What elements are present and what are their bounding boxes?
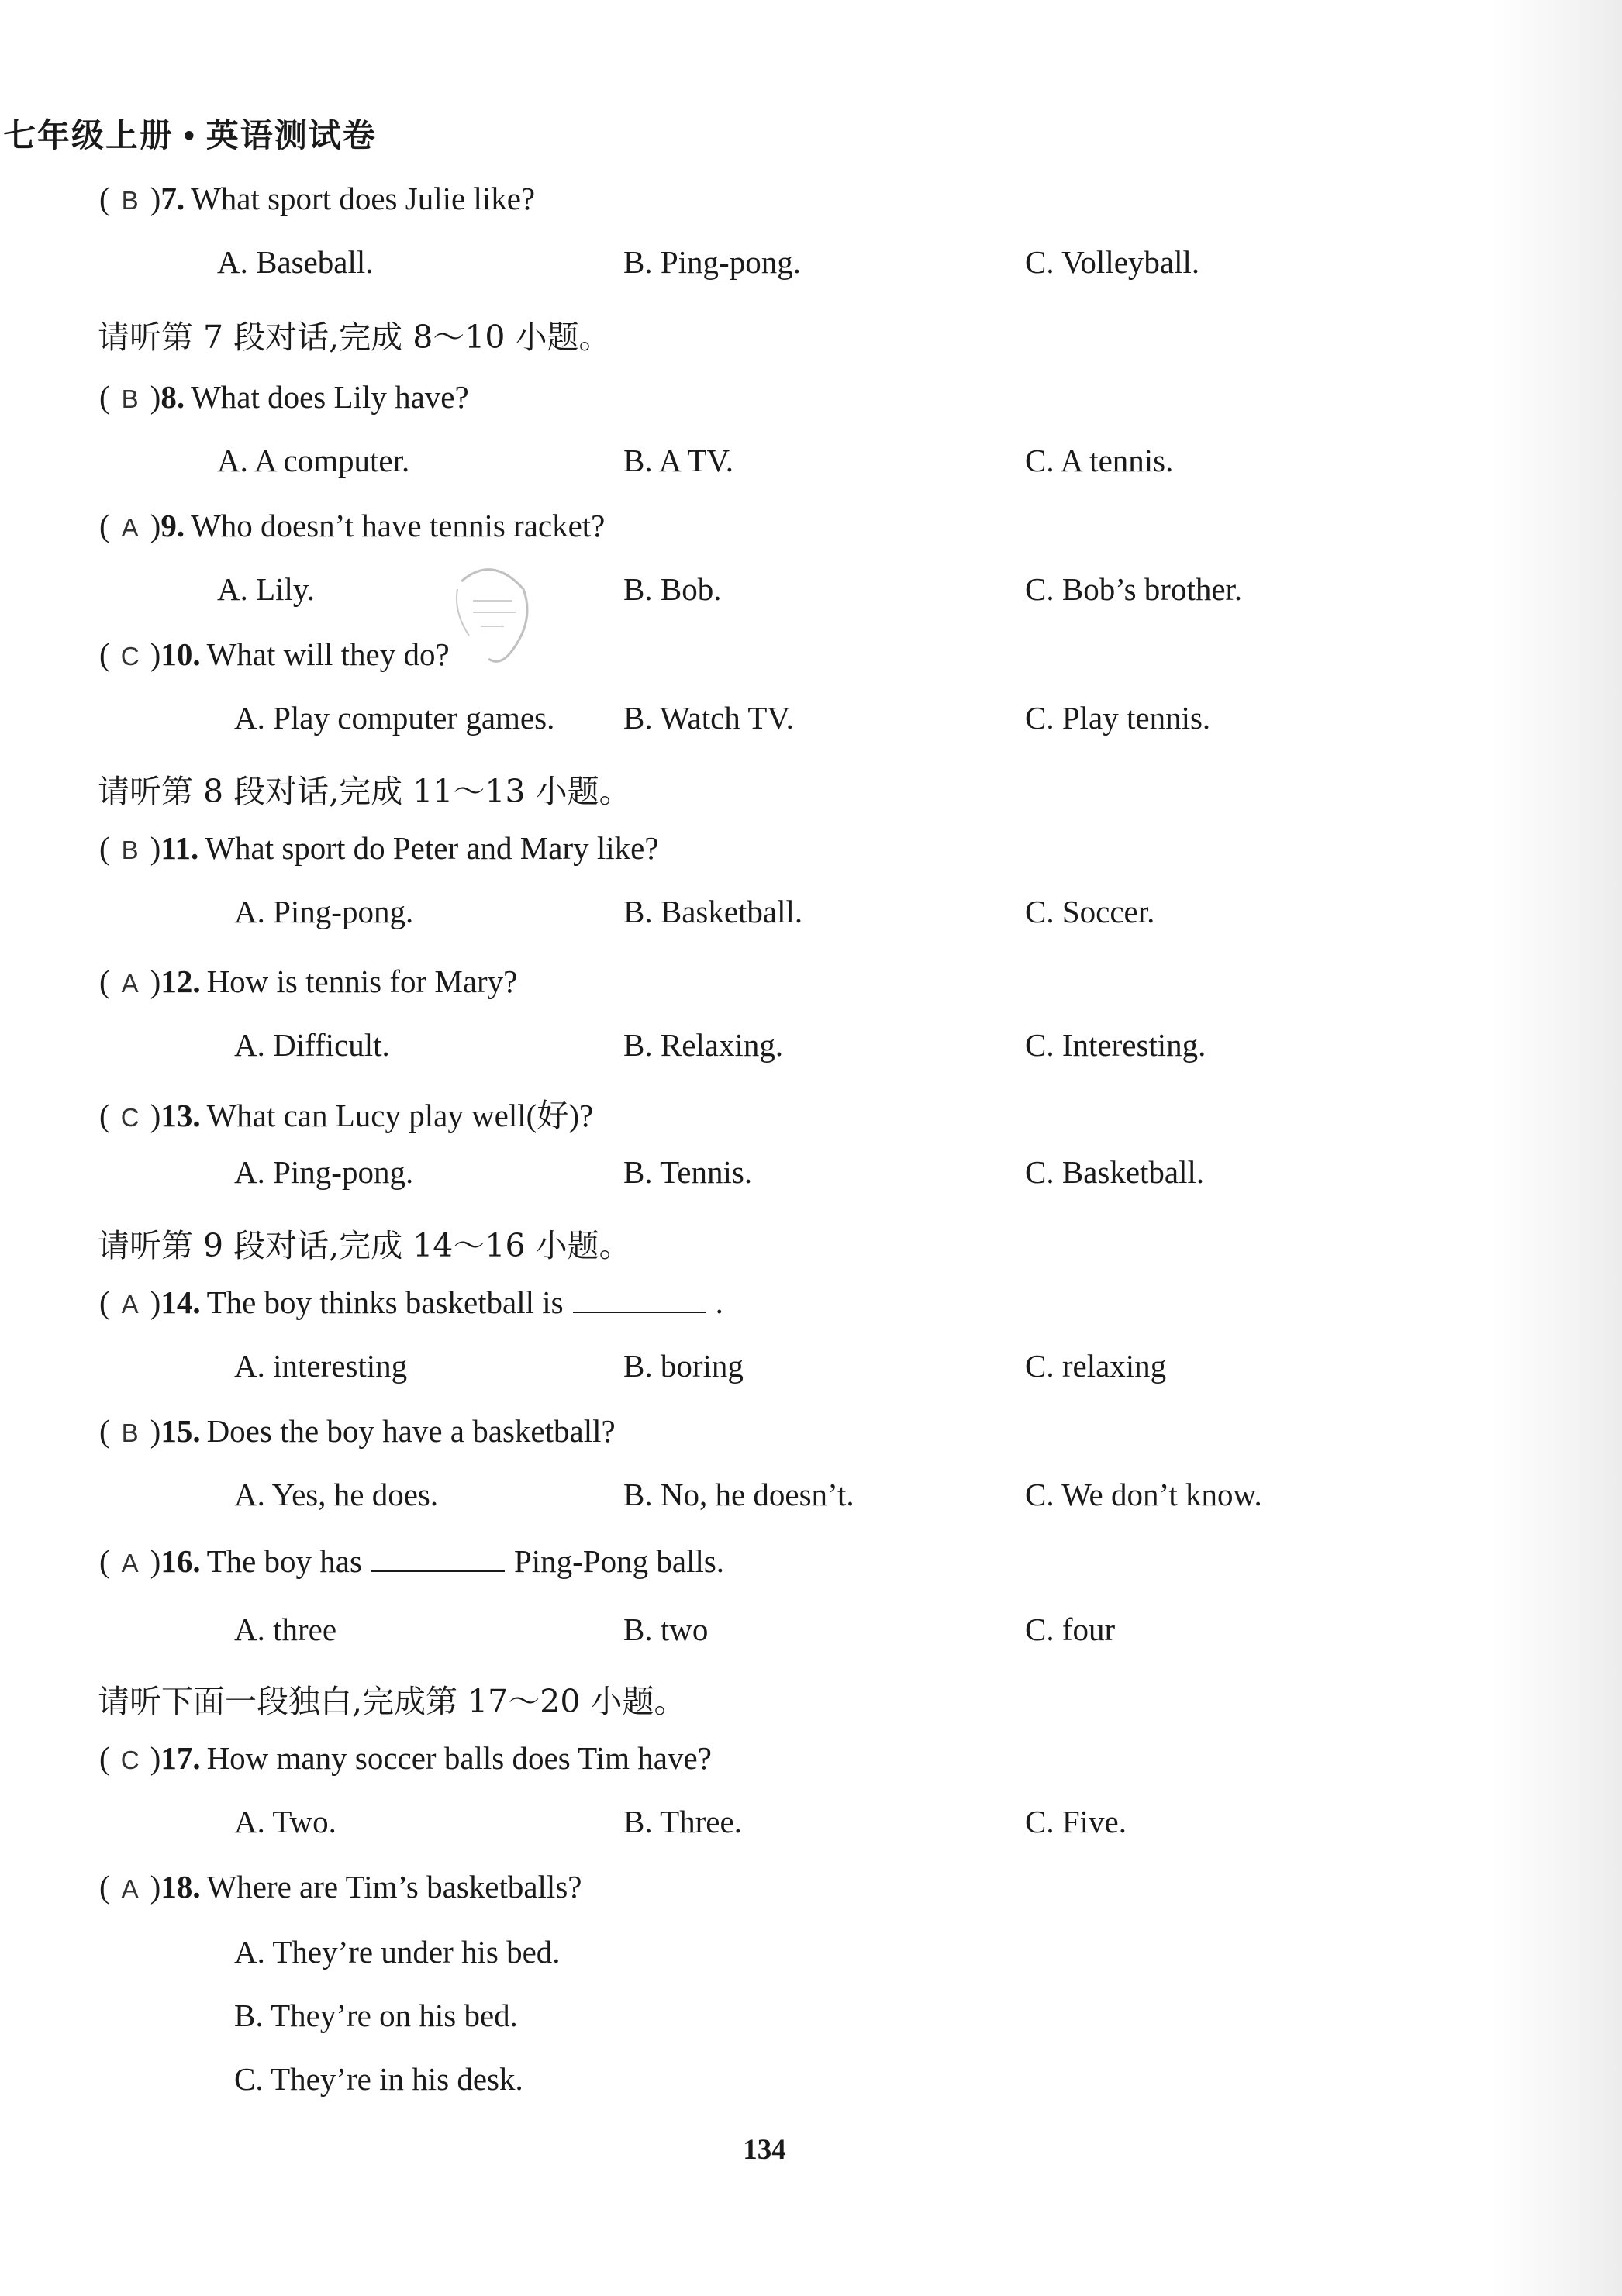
option-c: C. We don’t know. (1025, 1477, 1262, 1512)
option-a: A. Baseball. (217, 244, 374, 280)
question-text: What sport does Julie like? (191, 181, 536, 216)
option-c: C. Interesting. (1025, 1027, 1206, 1063)
question-number: 11. (160, 830, 199, 866)
question-number: 8. (160, 379, 185, 415)
fill-in-blank (371, 1544, 505, 1572)
question-number: 9. (160, 508, 185, 543)
answer-12: A (121, 969, 139, 998)
question-number: 16. (160, 1543, 201, 1579)
option-a: A. Play computer games. (234, 700, 555, 736)
option-a: A. They’re under his bed. (234, 1934, 561, 1970)
question-text: How many soccer balls does Tim have? (206, 1740, 712, 1776)
option-b: B. Watch TV. (623, 700, 794, 736)
question-8: ( B )8. What does Lily have? (99, 379, 469, 415)
question-number: 12. (160, 964, 201, 999)
answer-11: B (121, 836, 139, 864)
question-number: 13. (160, 1098, 201, 1133)
question-number: 17. (160, 1740, 201, 1776)
page-number: 134 (743, 2134, 786, 2166)
option-a: A. interesting (234, 1348, 408, 1384)
question-14: ( A )14. The boy thinks basketball is . (99, 1284, 723, 1320)
question-13: ( C )13. What can Lucy play well(好)? (99, 1098, 594, 1133)
option-b: B. boring (623, 1348, 744, 1384)
option-b: B. Bob. (623, 571, 722, 607)
question-11: ( B )11. What sport do Peter and Mary like? (99, 830, 659, 866)
section-instruction: 请听下面一段独白,完成第 17～20 小题。 (98, 1683, 686, 1720)
option-b: B. They’re on his bed. (234, 1998, 518, 2033)
option-a: A. Two. (234, 1804, 336, 1839)
question-7: ( B )7. What sport does Julie like? (99, 181, 536, 216)
question-12: ( A )12. How is tennis for Mary? (99, 964, 518, 999)
option-c: C. Play tennis. (1025, 700, 1211, 736)
question-number: 18. (160, 1869, 201, 1905)
question-text: What sport do Peter and Mary like? (205, 830, 659, 866)
question-text: The boy has (206, 1543, 362, 1579)
option-c: C. Basketball. (1025, 1154, 1205, 1190)
option-b: B. No, he doesn’t. (623, 1477, 854, 1512)
option-c: C. four (1025, 1612, 1116, 1647)
answer-13: C (120, 1103, 140, 1132)
option-c: C. Five. (1025, 1804, 1127, 1839)
option-c: C. Bob’s brother. (1025, 571, 1243, 607)
section-instruction: 请听第 9 段对话,完成 14～16 小题。 (98, 1227, 631, 1264)
option-b: B. Ping-pong. (623, 244, 801, 280)
section-instruction: 请听第 7 段对话,完成 8～10 小题。 (98, 319, 611, 356)
option-c: C. relaxing (1025, 1348, 1167, 1384)
fill-in-blank (573, 1285, 706, 1313)
answer-14: A (121, 1290, 139, 1319)
option-c: C. They’re in his desk. (234, 2061, 523, 2097)
answer-15: B (121, 1419, 139, 1447)
question-number: 7. (160, 181, 185, 216)
answer-16: A (121, 1549, 139, 1577)
question-number: 10. (160, 636, 201, 672)
answer-17: C (120, 1746, 140, 1774)
question-text: How is tennis for Mary? (206, 964, 518, 999)
question-17: ( C )17. How many soccer balls does Tim have? (99, 1740, 712, 1776)
question-text: What will they do? (206, 636, 450, 672)
answer-10: C (120, 642, 140, 671)
question-text: Where are Tim’s basketballs? (206, 1869, 582, 1905)
question-9: ( A )9. Who doesn’t have tennis racket? (99, 508, 606, 543)
question-text: The boy thinks basketball is (206, 1284, 564, 1320)
question-18: ( A )18. Where are Tim’s basketballs? (99, 1869, 582, 1905)
answer-7: B (121, 186, 139, 215)
option-c: C. Soccer. (1025, 894, 1155, 929)
question-text: What does Lily have? (191, 379, 469, 415)
watermark-stamp-icon (438, 558, 539, 671)
option-a: A. Yes, he does. (234, 1477, 439, 1512)
answer-9: A (121, 513, 139, 542)
answer-8: B (121, 384, 139, 413)
question-15: ( B )15. Does the boy have a basketball? (99, 1413, 616, 1449)
option-a: A. three (234, 1612, 337, 1647)
option-b: B. Tennis. (623, 1154, 753, 1190)
question-10: ( C )10. What will they do? (99, 636, 450, 672)
question-16: ( A )16. The boy has Ping-Pong balls. (99, 1543, 725, 1579)
question-number: 14. (160, 1284, 201, 1320)
question-text: Who doesn’t have tennis racket? (191, 508, 606, 543)
question-text-after: Ping-Pong balls. (513, 1543, 725, 1579)
option-b: B. Basketball. (623, 894, 803, 929)
option-c: C. Volleyball. (1025, 244, 1200, 280)
option-b: B. Three. (623, 1804, 742, 1839)
question-text-after: . (715, 1284, 723, 1320)
option-a: A. A computer. (217, 443, 410, 478)
option-b: B. two (623, 1612, 709, 1647)
question-number: 15. (160, 1413, 201, 1449)
option-a: A. Lily. (217, 571, 316, 607)
option-b: B. Relaxing. (623, 1027, 784, 1063)
option-a: A. Ping-pong. (234, 1154, 414, 1190)
question-text: What can Lucy play well(好)? (206, 1098, 594, 1133)
section-instruction: 请听第 8 段对话,完成 11～13 小题。 (98, 773, 631, 810)
option-c: C. A tennis. (1025, 443, 1174, 478)
answer-18: A (121, 1874, 139, 1903)
option-a: A. Difficult. (234, 1027, 390, 1063)
question-text: Does the boy have a basketball? (206, 1413, 616, 1449)
page-header: 七年级上册 • 英语测试卷 (3, 119, 377, 154)
option-a: A. Ping-pong. (234, 894, 414, 929)
option-b: B. A TV. (623, 443, 734, 478)
